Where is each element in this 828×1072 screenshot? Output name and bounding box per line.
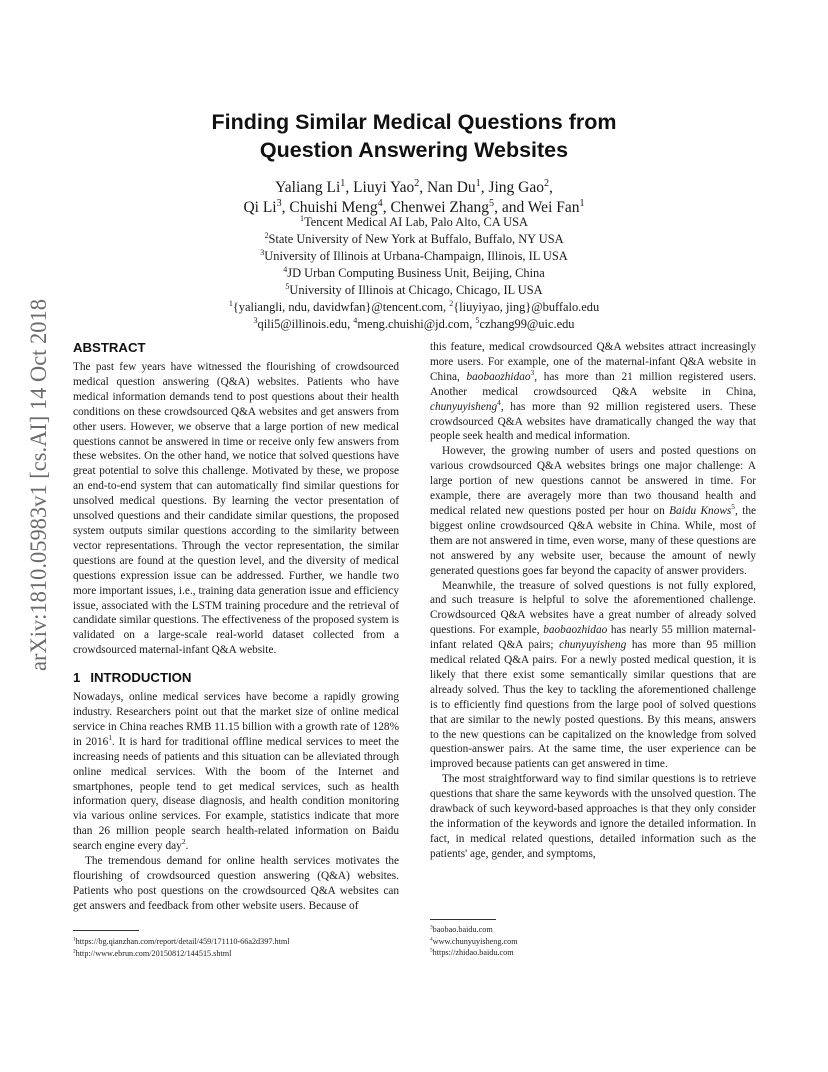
intro-paragraph-3: this feature, medical crowdsourced Q&A websites attract increasingly more users. For example, one of the maternal-infant Q&A website in China, baobaozhidao$^3$, has more than 21 million registered users. Another medical crowdsourced Q&A website in China, chunyuyisheng$^4$, has more than 92 million registered users. These crowdsourced Q&A websites have dramatically changed the way that people seek health and medical information. <box>430 341 757 443</box>
affiliation-marker: 3 <box>253 315 258 325</box>
footnote-marker: 3 <box>430 924 433 931</box>
affiliation-text: JD Urban Computing Business Unit, Beijing, China <box>287 266 545 280</box>
author-line-2: Qi Li$^3$, Chuishi Meng$^4$, Chenwei Zhang$^5$, and Wei Fan$^1$ <box>243 197 585 216</box>
footnote-marker: 1 <box>73 936 76 943</box>
footnote <box>73 948 413 960</box>
author-name: Liuyi Yao <box>353 179 415 196</box>
affiliation-line <box>0 265 828 282</box>
intro-paragraph-1: Nowadays, online medical services have become a rapidly growing industry. Researchers point out that the market size of online medical service in China reaches RMB 11.15 billion with a growth rate of 128% in 2016$^1$. It is hard for traditional offline medical services to meet the increasing needs of patients and this situation can be alleviated through online medical services. With the boom of the Internet and smartphones, people tend to get medical services, such as health information query, disease diagnosis, and health condition monitoring via various online services. For example, statistics indicate that more than 26 million people search health-related information on Baidu search engine every day$^2$. <box>73 691 399 853</box>
email-text: czhang99@uic.edu <box>479 317 575 331</box>
footnote-rule-left <box>73 930 139 931</box>
email-line-2 <box>0 316 828 333</box>
author-name: Wei Fan <box>527 199 580 216</box>
affiliation-marker: 2 <box>264 230 269 240</box>
affiliation-marker: 2 <box>449 298 454 308</box>
footnotes-right <box>430 924 756 959</box>
author-name: Jing Gao <box>488 179 544 196</box>
title-line-2: Question Answering Websites <box>259 138 569 162</box>
intro-paragraph-5: Meanwhile, the treasure of solved questions is not fully explored, and such treasure is helpful to solve the aforementioned challenge. Crowdsourced Q&A websites have a great number of already solved questions. For example, baobaozhidao has nearly 55 million maternal-infant related Q&A pairs; chunyuyisheng has more than 95 million medical related Q&A pairs. For a newly posted medical question, it is likely that there exist some semantically similar questions that are already solved. Thus the key to tackling the aforementioned challenge is to efficiently find questions from the large pool of solved questions that are similar to the newly posted questions. By this means, answers to the new questions can be capitalized on the knowledge from solved question-answer pairs. At the same time, the user experience can be improved because patients can get answered in time. <box>430 579 756 771</box>
affiliation-marker: 5 <box>475 315 480 325</box>
paper-title <box>0 108 828 164</box>
footnote-ref: 1 <box>108 733 113 743</box>
affiliation-line <box>0 282 828 299</box>
affiliation-line <box>0 231 828 248</box>
footnote-text: baobao.baidu.com <box>432 925 493 934</box>
affiliation-text: University of Illinois at Chicago, Chicago, IL USA <box>289 283 543 297</box>
affiliation-text: Tencent Medical AI Lab, Palo Alto, CA USA <box>304 215 528 229</box>
author-line-1: Yaliang Li$^1$, Liuyi Yao$^2$, Nan Du$^1$, Jing Gao$^2$, <box>275 177 553 196</box>
affiliation-text: University of Illinois at Urbana-Champaign, Illinois, IL USA <box>264 249 568 263</box>
email-text: meng.chuishi@jd.com, <box>357 317 476 331</box>
affiliation-marker: 3 <box>276 197 282 209</box>
footnote-ref: 2 <box>181 837 186 847</box>
affiliation-marker: 1 <box>228 298 233 308</box>
affiliation-marker: 1 <box>340 177 346 189</box>
footnote <box>430 947 756 959</box>
section-heading-introduction <box>73 670 399 686</box>
affiliation-line <box>0 214 828 231</box>
affiliation-line <box>0 248 828 265</box>
intro-paragraph-2: The tremendous demand for online health services motivates the flourishing of crowdsourced question answering (Q&A) websites. Patients who post questions on the crowdsourced Q&A websites can get answers and feedback from other website users. Because of <box>73 855 399 912</box>
affiliation-text: State University of New York at Buffalo, Buffalo, NY USA <box>268 232 564 246</box>
affiliation-marker: 3 <box>260 247 265 257</box>
author-name: Yaliang Li <box>275 179 341 196</box>
intro-paragraph-4: However, the growing number of users and posted questions on various crowdsourced Q&A websites brings one major challenge: A large portion of new questions cannot be answered in time. For example, there are averagely more than two thousand health and medical related new questions posted per hour on Baidu Knows$^5$, the biggest online crowdsourced Q&A website in China. While, most of them are not answered in time, even worse, many of these questions are not answered by any website user, because the amount of newly generated questions goes far beyond the capacity of answer providers. <box>430 445 756 577</box>
author-name: Chuishi Meng <box>289 199 378 216</box>
affiliation-marker: 4 <box>353 315 358 325</box>
affiliation-marker: 1 <box>579 197 585 209</box>
left-column <box>73 340 399 914</box>
affiliation-marker: 5 <box>489 197 495 209</box>
affiliation-marker: 4 <box>377 197 383 209</box>
email-text: {yaliangli, ndu, davidwfan}@tencent.com, <box>232 300 450 314</box>
footnote-marker: 2 <box>73 947 76 954</box>
footnote <box>430 936 756 948</box>
section-title: INTRODUCTION <box>90 670 192 686</box>
affiliation-marker: 5 <box>285 281 290 291</box>
author-name: Nan Du <box>427 179 476 196</box>
footnote <box>73 936 413 948</box>
affiliation-marker: 2 <box>543 177 550 189</box>
affiliation-marker: 1 <box>300 213 305 223</box>
affiliations <box>0 214 828 333</box>
email-text: qili5@illinois.edu, <box>257 317 354 331</box>
arxiv-stamp <box>0 296 56 676</box>
right-column <box>430 340 756 862</box>
author-name: Qi Li <box>243 199 277 216</box>
footnote-ref: 3 <box>530 368 535 378</box>
email-line-1 <box>0 299 828 316</box>
footnotes-left <box>73 936 413 959</box>
footnote-text: https://zhidao.baidu.com <box>432 948 514 957</box>
arxiv-stamp-text: arXiv:1810.05983v1 [cs.AI] 14 Oct 2018 <box>26 296 51 671</box>
footnote-text: https://bg.qianzhan.com/report/detail/459/171110-66a2d397.html <box>75 937 290 946</box>
section-number: 1 <box>73 670 81 686</box>
email-text: {liuyiyao, jing}@buffalo.edu <box>453 300 600 314</box>
footnote <box>430 924 756 936</box>
abstract-heading: ABSTRACT <box>73 340 146 355</box>
affiliation-marker: 4 <box>283 264 288 274</box>
author-list <box>0 178 828 218</box>
title-line-1: Finding Similar Medical Questions from <box>211 110 617 134</box>
footnote-text: http://www.ebrun.com/20150812/144515.shtml <box>75 948 232 958</box>
footnote-marker: 5 <box>430 947 433 954</box>
footnote-ref: 4 <box>497 397 501 407</box>
footnote-ref: 5 <box>731 502 735 512</box>
affiliation-marker: 1 <box>475 177 481 189</box>
footnote-marker: 4 <box>430 935 433 942</box>
affiliation-marker: 2 <box>414 177 420 189</box>
author-name: Chenwei Zhang <box>390 199 490 216</box>
footnote-text: www.chunyuyisheng.com <box>432 936 518 946</box>
footnote-rule-right <box>430 919 496 920</box>
abstract-text: The past few years have witnessed the flourishing of crowdsourced medical question answering (Q&A) websites. Patients who have medical information demands tend to post questions about their health conditions on these crowdsourced Q&A websites and get answers from other users. However, we observe that a large portion of new medical questions cannot be answered in time or receive only few answers from these websites. On the other hand, we notice that solved questions have great potential to solve this challenge. Motivated by these, we propose an end-to-end system that can automatically find similar questions for unsolved medical questions. By learning the vector presentation of unsolved questions and their candidate similar questions, the proposed system outputs similar questions according to the similarity between vector representations. Through the vector representation, the similar questions are found at the question level, and the diversity of medical questions expression issue can be addressed. Further, we handle two more important issues, i.e., training data generation issue and efficiency issue, associated with the LSTM training procedure and the retrieval of candidate similar questions. The effectiveness of the proposed system is validated on a large-scale real-world dataset collected from a crowdsourced maternal-infant Q&A website. <box>73 361 399 657</box>
intro-paragraph-6: The most straightforward way to find similar questions is to retrieve questions that share the same keywords with the unsolved question. The drawback of such keyword-based approaches is that they only consider the information of the keywords and ignore the detailed information. In fact, in medical related questions, detailed information such as the patients' age, gender, and symptoms, <box>430 773 756 860</box>
